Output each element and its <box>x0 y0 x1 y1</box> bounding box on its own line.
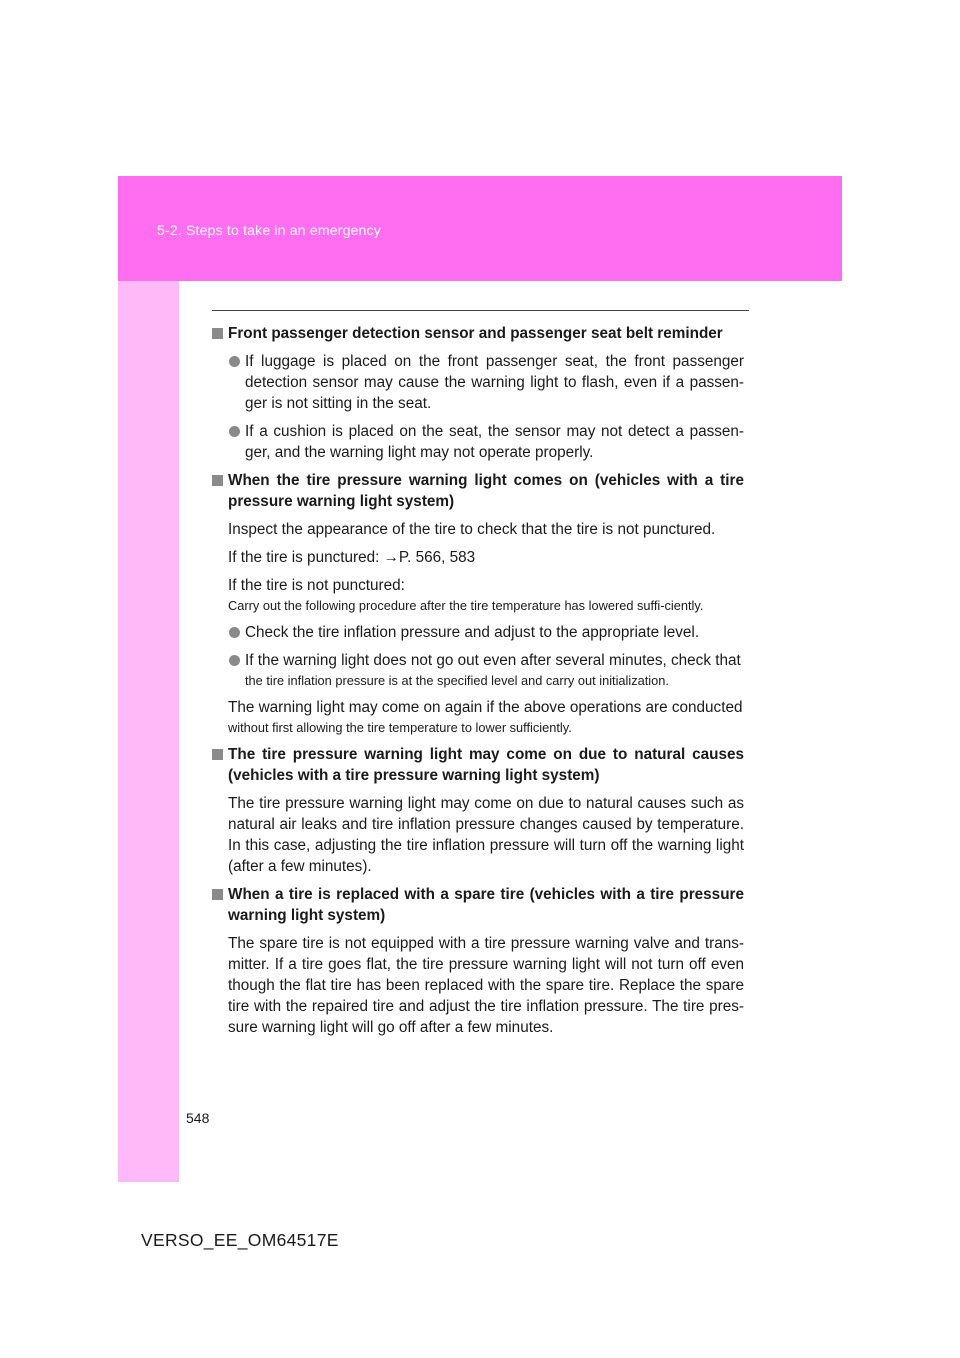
list-item <box>228 421 744 463</box>
list-item-text: If the warning light does not go out even after several minutes, check that <box>245 652 741 669</box>
square-bullet-icon <box>212 889 223 900</box>
paragraph <box>228 575 744 615</box>
heading-text: The tire pressure warning light may come on due to natural causes (vehicles with a tire pressure warning light system) <box>228 746 744 784</box>
paragraph: Inspect the appearance of the tire to check that the tire is not punctured. <box>228 521 716 538</box>
list-item-text: Check the tire inflation pressure and adjust to the appropriate level. <box>245 624 700 641</box>
list-item <box>228 622 744 643</box>
paragraph: The spare tire is not equipped with a tire pressure warning valve and trans-mitter. If a tire goes flat, the tire pressure warning light will not turn off even though the flat tire has been replaced with the spare tire. Replace the spare tire with the repaired tire and adjust the tire inflation pressure. The tire pres-sure warning light will go off after a few minutes. <box>228 935 744 1036</box>
top-rule <box>212 310 749 311</box>
paragraph-text: The warning light may come on again if the above operations are conducted <box>228 699 743 716</box>
heading-text: Front passenger detection sensor and passenger seat belt reminder <box>228 325 723 342</box>
circle-bullet-icon <box>229 655 240 666</box>
section-heading <box>212 470 744 512</box>
square-bullet-icon <box>212 475 223 486</box>
page-content <box>212 323 744 1045</box>
square-bullet-icon <box>212 749 223 760</box>
paragraph: If the tire is punctured: →P. 566, 583 <box>228 549 476 566</box>
side-band <box>118 281 179 1182</box>
document-code: VERSO_EE_OM64517E <box>141 1230 339 1250</box>
list-item-text: If a cushion is placed on the seat, the sensor may not detect a passen-ger, and the warning light may not operate properly. <box>245 423 744 461</box>
heading-text: When a tire is replaced with a spare tire (vehicles with a tire pressure warning light system) <box>228 886 744 924</box>
page-number: 548 <box>186 1110 210 1126</box>
list-item <box>228 650 744 690</box>
section-label: 5-2. Steps to take in an emergency <box>157 222 381 238</box>
circle-bullet-icon <box>229 426 240 437</box>
paragraph-text: If the tire is not punctured: <box>228 577 405 594</box>
circle-bullet-icon <box>229 356 240 367</box>
paragraph <box>228 697 744 737</box>
list-item-small-text: the tire inflation pressure is at the specified level and carry out initialization. <box>245 673 669 688</box>
heading-text: When the tire pressure warning light comes on (vehicles with a tire pressure warning light system) <box>228 472 744 510</box>
paragraph-small-text: Carry out the following procedure after the tire temperature has lowered suffi-ciently. <box>228 598 704 613</box>
square-bullet-icon <box>212 328 223 339</box>
list-item-text: If luggage is placed on the front passenger seat, the front passenger detection sensor may cause the warning light to flash, even if a passen-ger is not sitting in the seat. <box>245 353 744 412</box>
section-heading <box>212 884 744 926</box>
paragraph: The tire pressure warning light may come on due to natural causes such as natural air leaks and tire inflation pressure changes caused by temperature. In this case, adjusting the tire inflation pressure will turn off the warning light (after a few minutes). <box>228 795 744 875</box>
circle-bullet-icon <box>229 627 240 638</box>
section-heading <box>212 744 744 786</box>
section-heading <box>212 323 744 344</box>
paragraph-small-text: without first allowing the tire temperature to lower sufficiently. <box>228 720 572 735</box>
list-item <box>228 351 744 414</box>
